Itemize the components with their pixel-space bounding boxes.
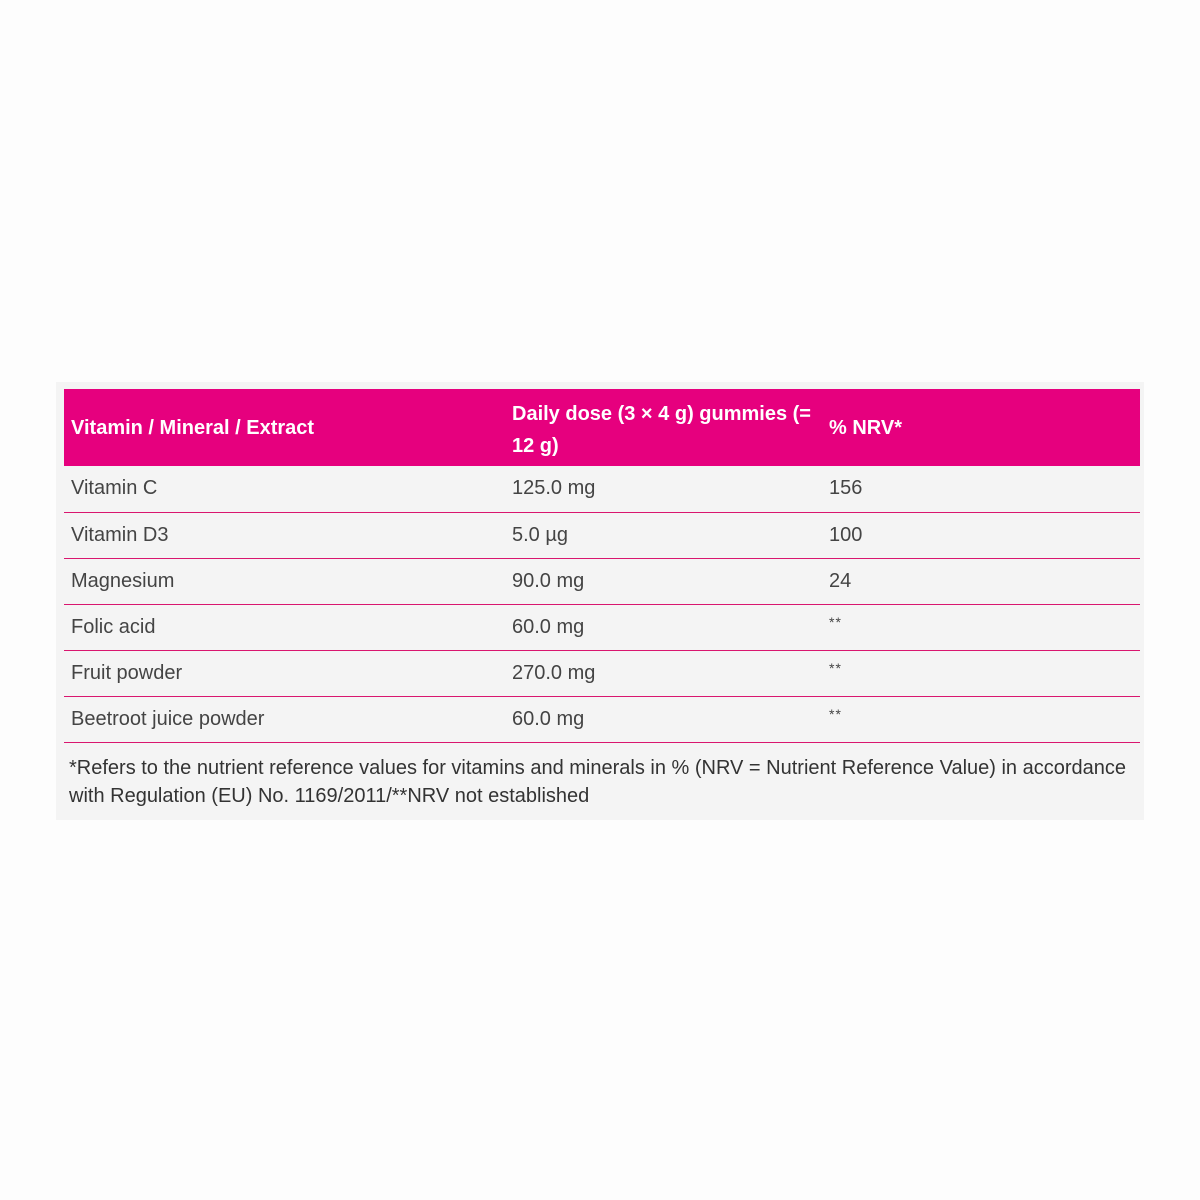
row-name: Fruit powder (71, 661, 183, 684)
table-row (64, 466, 1140, 512)
table-row (64, 650, 1140, 696)
row-nrv: ** (829, 614, 842, 630)
row-name: Magnesium (71, 569, 175, 592)
nutrition-table (64, 389, 1140, 743)
row-dose: 90.0 mg (512, 569, 585, 592)
row-name: Beetroot juice powder (71, 707, 265, 730)
row-name: Folic acid (71, 615, 156, 638)
table-header-row (64, 389, 1140, 466)
row-dose: 5.0 µg (512, 523, 569, 546)
header-name: Vitamin / Mineral / Extract (71, 416, 315, 439)
row-nrv: 100 (829, 523, 863, 546)
table-row (64, 558, 1140, 604)
row-nrv: ** (829, 706, 842, 722)
row-nrv: 156 (829, 477, 863, 500)
table-row (64, 604, 1140, 650)
row-name: Vitamin D3 (71, 523, 169, 546)
footnote: *Refers to the nutrient reference values for vitamins and minerals in % (NRV = Nutrient Reference Value) in accordance with Regulation (EU) No. 1169/2011/**NRV not established (69, 757, 1126, 807)
row-nrv: ** (829, 660, 842, 676)
row-dose: 60.0 mg (512, 615, 585, 638)
row-nrv: 24 (829, 569, 852, 592)
row-dose: 60.0 mg (512, 707, 585, 730)
header-nrv: % NRV* (829, 416, 902, 439)
row-dose: 270.0 mg (512, 661, 596, 684)
table-row (64, 696, 1140, 742)
table-row (64, 512, 1140, 558)
header-dose: Daily dose (3 × 4 g) gummies (= 12 g) (512, 402, 811, 457)
row-dose: 125.0 mg (512, 477, 596, 500)
row-name: Vitamin C (71, 477, 158, 500)
